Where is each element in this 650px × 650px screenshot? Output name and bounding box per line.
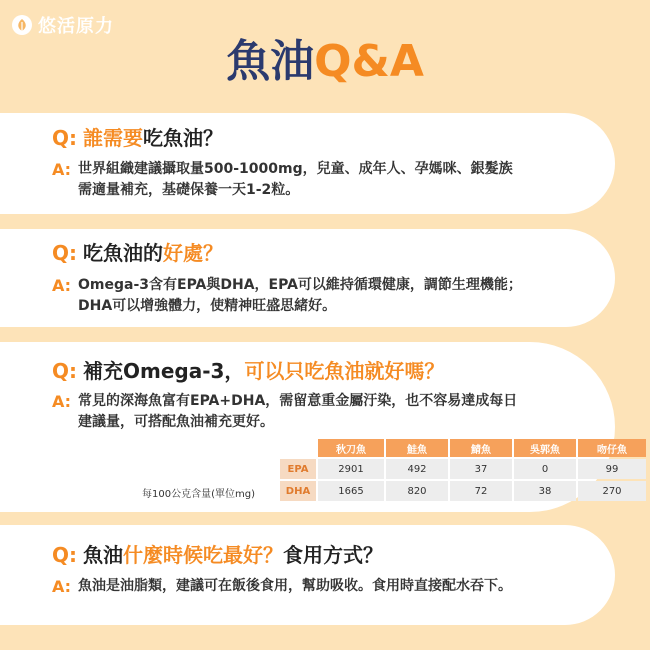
answer-line: 需適量補充，基礎保養一天1-2粒。	[78, 182, 300, 198]
q-highlight: 什麼時候吃最好？	[123, 543, 283, 567]
column-header: 秋刀魚	[318, 439, 384, 457]
table-cell: 37	[450, 459, 512, 479]
question-3	[52, 358, 444, 384]
table-row	[280, 459, 646, 479]
table-row	[280, 481, 646, 501]
table-header-row	[280, 439, 646, 457]
a-label: A:	[52, 392, 72, 411]
table-corner	[280, 439, 316, 457]
table-cell: 99	[578, 459, 646, 479]
q-label: Q:	[52, 359, 77, 383]
a-label: A:	[52, 160, 72, 179]
table-cell: 270	[578, 481, 646, 501]
answer-line: 魚油是油脂類，建議可在飯後食用，幫助吸收。食用時直接配水吞下。	[78, 578, 512, 594]
title-part2: Q&A	[314, 36, 424, 87]
answer-line: 建議量，可搭配魚油補充更好。	[78, 414, 274, 430]
table-cell: 820	[386, 481, 448, 501]
q-label: Q:	[52, 126, 77, 150]
q-highlight: 誰需要	[83, 126, 143, 150]
answer-line: 常見的深海魚富有EPA+DHA，需留意重金屬汙染，也不容易達成每日	[78, 393, 518, 409]
q-pre: 魚油	[83, 543, 123, 567]
row-label: EPA	[280, 459, 316, 479]
table-cell: 0	[514, 459, 576, 479]
a-label: A:	[52, 276, 72, 295]
row-label: DHA	[280, 481, 316, 501]
brand-name: 悠活原力	[38, 16, 114, 37]
unit-note: 每100公克含量(單位mg)	[142, 489, 255, 500]
column-header: 鮭魚	[386, 439, 448, 457]
table-cell: 492	[386, 459, 448, 479]
q-label: Q:	[52, 241, 77, 265]
q-post: 吃魚油？	[143, 126, 223, 150]
answer-line: Omega-3含有EPA與DHA，EPA可以維持循環健康，調節生理機能；	[78, 277, 522, 293]
qa-card-1	[0, 113, 615, 214]
title-part1: 魚油	[226, 36, 315, 87]
q-highlight: 可以只吃魚油就好嗎？	[244, 359, 445, 383]
table-cell: 1665	[318, 481, 384, 501]
qa-card-2	[0, 229, 615, 327]
qa-card-4	[0, 525, 615, 625]
fish-nutrition-table	[278, 437, 648, 503]
answer-3	[52, 391, 592, 433]
question-4	[52, 542, 383, 568]
q-highlight: 好處？	[163, 241, 223, 265]
q-post: 食用方式？	[283, 543, 383, 567]
question-1	[52, 125, 223, 151]
a-label: A:	[52, 577, 72, 596]
leaf-icon	[12, 15, 32, 35]
column-header: 鯖魚	[450, 439, 512, 457]
answer-line: DHA可以增強體力，使精神旺盛思緒好。	[78, 298, 337, 314]
table-cell: 2901	[318, 459, 384, 479]
table-cell: 38	[514, 481, 576, 501]
column-header: 吻仔魚	[578, 439, 646, 457]
page-title	[0, 34, 650, 90]
table-cell: 72	[450, 481, 512, 501]
q-pre: 吃魚油的	[83, 241, 163, 265]
column-header: 吳郭魚	[514, 439, 576, 457]
q-label: Q:	[52, 543, 77, 567]
answer-1	[52, 159, 592, 201]
answer-4	[52, 576, 592, 597]
answer-line: 世界組織建議攝取量500-1000mg，兒童、成年人、孕媽咪、銀髮族	[78, 161, 513, 177]
question-2	[52, 240, 223, 266]
answer-2	[52, 275, 592, 317]
q-pre: 補充Omega-3，	[83, 359, 245, 383]
